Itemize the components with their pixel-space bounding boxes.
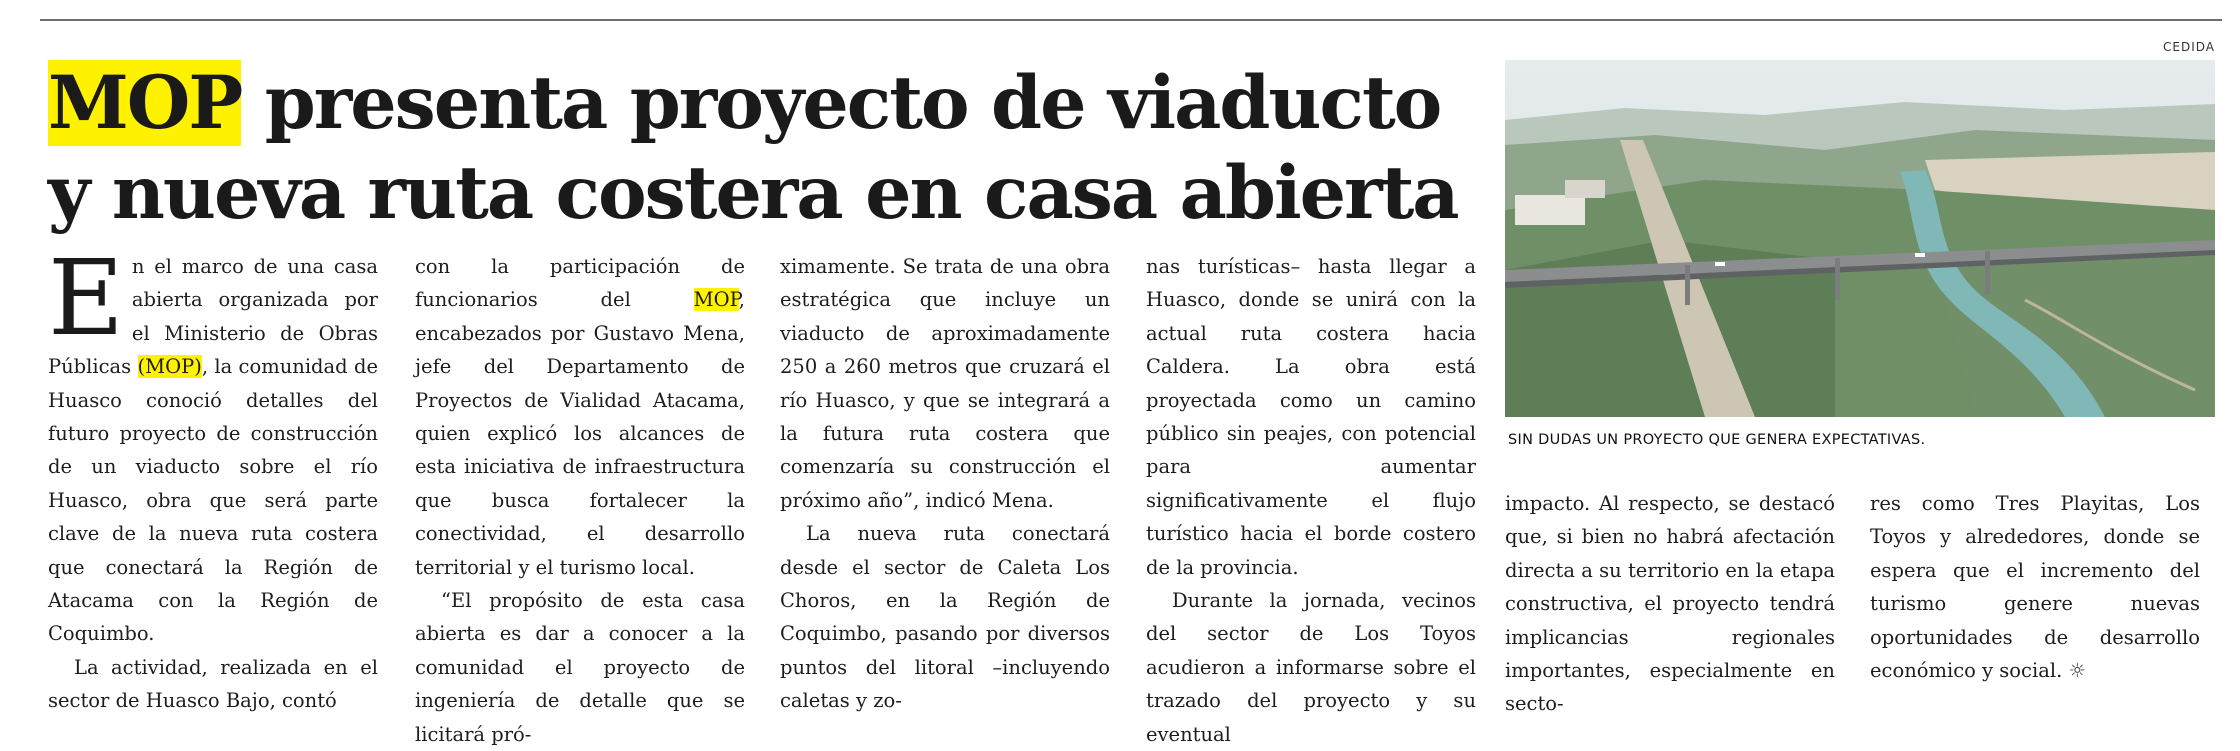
headline-text: presenta proyecto de viaducto y nueva ruta costera en casa abierta [48, 60, 1458, 236]
paragraph: La actividad, realizada en el sector de Huasco Bajo, contó [48, 655, 378, 713]
paragraph: impacto. Al respecto, se destacó que, si bien no habrá afectación directa a su territorio en la etapa constructiva, el proyecto tendrá implicancias regionales importantes, especialmente en secto- [1505, 492, 1835, 716]
paragraph: nas turísticas– hasta llegar a Huasco, donde se unirá con la actual ruta costera hacia Caldera. La obra está proyectada como un camino público sin peajes, con potencial para aumentar significativamente el flujo turístico hacia el borde costero de la provincia. [1146, 255, 1476, 579]
photo-credit: CEDIDA [2163, 40, 2215, 54]
paragraph [415, 250, 745, 584]
mop-highlight: MOP [693, 288, 739, 312]
paragraph-text: n el marco de una casa abierta organizada por el Ministerio de Obras Públicas [48, 255, 378, 379]
paragraph: res como Tres Playitas, Los Toyos y alrededores, donde se espera que el incremento del turismo genere nuevas oportunidades de desarrollo económico y social. ☼ [1870, 487, 2200, 687]
top-rule [40, 19, 2222, 21]
mop-highlight: (MOP) [137, 355, 202, 379]
viaduct-rendering-photo [1505, 60, 2215, 417]
photo-caption: SIN DUDAS UN PROYECTO QUE GENERA EXPECTATIVAS. [1508, 432, 1926, 448]
paragraph-text: , la comunidad de Huasco conoció detalles del futuro proyecto de construcción de un viaducto sobre el río Huasco, obra que será parte clave de la nueva ruta costera que conectará la Región de Atacama con la Región de Coquimbo. [48, 355, 379, 646]
paragraph [48, 237, 379, 651]
text-column-1 [48, 237, 379, 718]
paragraph: Durante la jornada, vecinos del sector de Los Toyos acudieron a informarse sobre el trazado del proyecto y su eventual [1146, 589, 1476, 746]
text-column-5 [1505, 487, 1835, 721]
text-column-3 [780, 250, 1110, 718]
paragraph: ximamente. Se trata de una obra estratégica que incluye un viaducto de aproximadamente 250 a 260 metros que cruzará el río Huasco, y que se integrará a la futura ruta costera que comenzaría su construcción el próximo año”, indicó Mena. [780, 255, 1110, 512]
text-column-6 [1870, 487, 2200, 687]
headline-highlight: MOP [48, 60, 242, 146]
paragraph-text: , encabezados por Gustavo Mena, jefe del Departamento de Proyectos de Vialidad Atacama, quien explicó los alcances de esta iniciativa de infraestructura que busca fortalecer la conectividad, el desarrollo territorial y el turismo local. [415, 288, 745, 579]
paragraph: “El propósito de esta casa abierta es dar a conocer a la comunidad el proyecto de ingeniería de detalle que se licitará pró- [415, 589, 745, 746]
paragraph-text: con la participación de funcionarios del [415, 255, 745, 312]
drop-cap: E [48, 237, 124, 359]
paragraph: La nueva ruta conectará desde el sector de Caleta Los Choros, en la Región de Coquimbo, pasando por diversos puntos del litoral –incluyendo caletas y zo- [780, 522, 1110, 713]
text-column-2 [415, 250, 745, 751]
headline [48, 58, 1488, 238]
text-column-4 [1146, 250, 1476, 751]
